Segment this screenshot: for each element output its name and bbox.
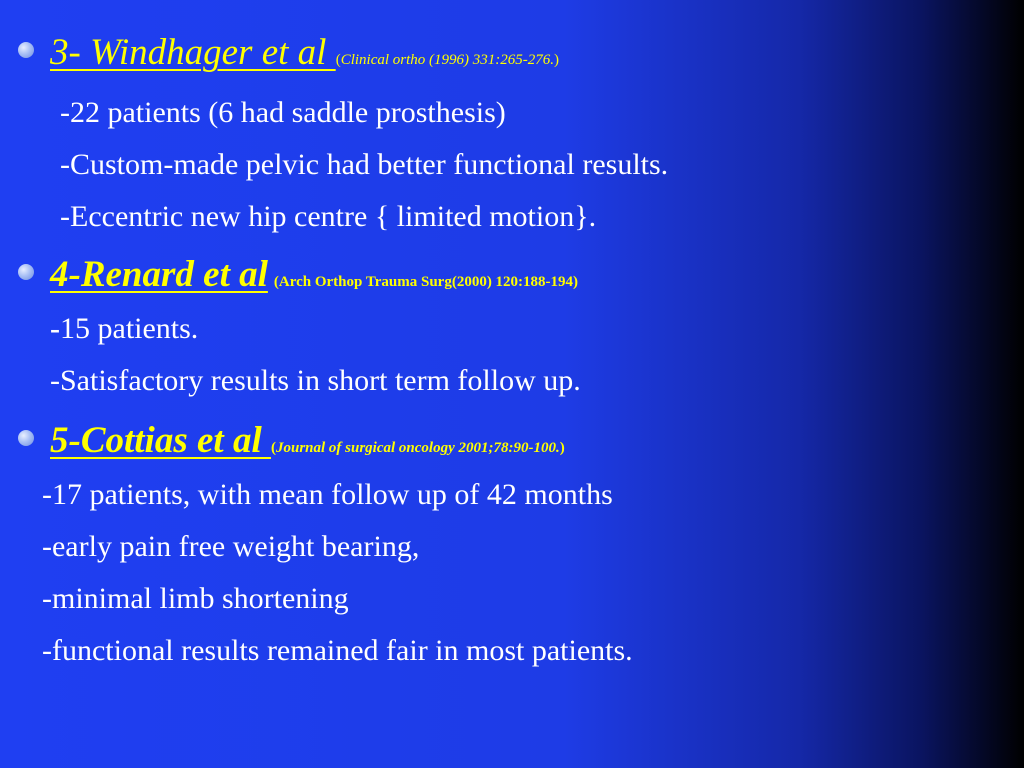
entry-point: -Custom-made pelvic had better functional results. xyxy=(60,148,669,181)
ref-text: Clinical ortho (1996) 331:265-276. xyxy=(340,52,555,68)
entry-heading-line xyxy=(50,34,559,71)
entry-heading-line xyxy=(50,256,578,293)
ref-open-paren: ( xyxy=(270,440,276,456)
point-dash: - xyxy=(50,312,60,345)
entry-point: -22 patients (6 had saddle prosthesis) xyxy=(60,96,506,129)
ref-text: Journal of surgical oncology 2001;78:90-100. xyxy=(275,440,560,456)
entry-point: -17 patients, with mean follow up of 42 months xyxy=(42,478,613,511)
bullet-icon xyxy=(18,264,34,280)
bullet-icon xyxy=(18,430,34,446)
entry-heading: 5-Cottias et al xyxy=(50,420,271,461)
bullet-icon xyxy=(18,42,34,58)
entry-point: -functional results remained fair in most patients. xyxy=(42,634,633,667)
entry-reference xyxy=(271,440,565,456)
ref-open-paren: ( xyxy=(335,52,341,68)
entry-point: -early pain free weight bearing, xyxy=(42,530,420,563)
entry-heading: 4-Renard et al xyxy=(50,254,268,295)
entry-heading-line xyxy=(50,422,565,459)
entry-reference xyxy=(336,52,559,68)
entry-heading: 3- Windhager et al xyxy=(50,32,336,73)
entry-point: -minimal limb shortening xyxy=(42,582,349,615)
entry-reference: (Arch Orthop Trauma Surg(2000) 120:188-194) xyxy=(273,274,579,290)
entry-point: -Eccentric new hip centre { limited motion}. xyxy=(60,200,597,233)
entry-point: -Satisfactory results in short term follow up. xyxy=(50,364,581,397)
ref-close-paren: ) xyxy=(559,440,565,456)
ref-close-paren: ) xyxy=(554,52,560,68)
entry-point xyxy=(50,314,198,344)
point-text: 15 patients. xyxy=(60,312,199,345)
